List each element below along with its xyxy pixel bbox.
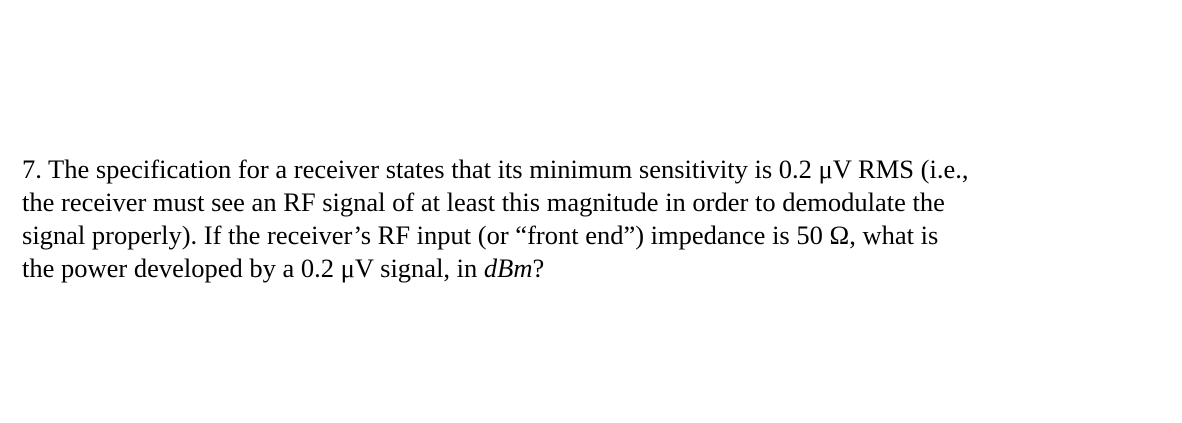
problem-line-1: 7. The specification for a receiver states that its minimum sensitivity is 0.2 μV RMS (i.e., bbox=[22, 154, 969, 184]
problem-line-3: signal properly). If the receiver’s RF input (or “front end”) impedance is 50 Ω, what is bbox=[22, 220, 939, 250]
question-mark: ? bbox=[532, 253, 545, 283]
problem-line-2: the receiver must see an RF signal of at least this magnitude in order to demodulate the bbox=[22, 187, 945, 217]
unit-dbm: dBm bbox=[483, 253, 533, 283]
problem-statement bbox=[22, 153, 1142, 285]
problem-line-4-text: the power developed by a 0.2 μV signal, in bbox=[22, 253, 484, 283]
problem-line-4 bbox=[22, 252, 1142, 285]
